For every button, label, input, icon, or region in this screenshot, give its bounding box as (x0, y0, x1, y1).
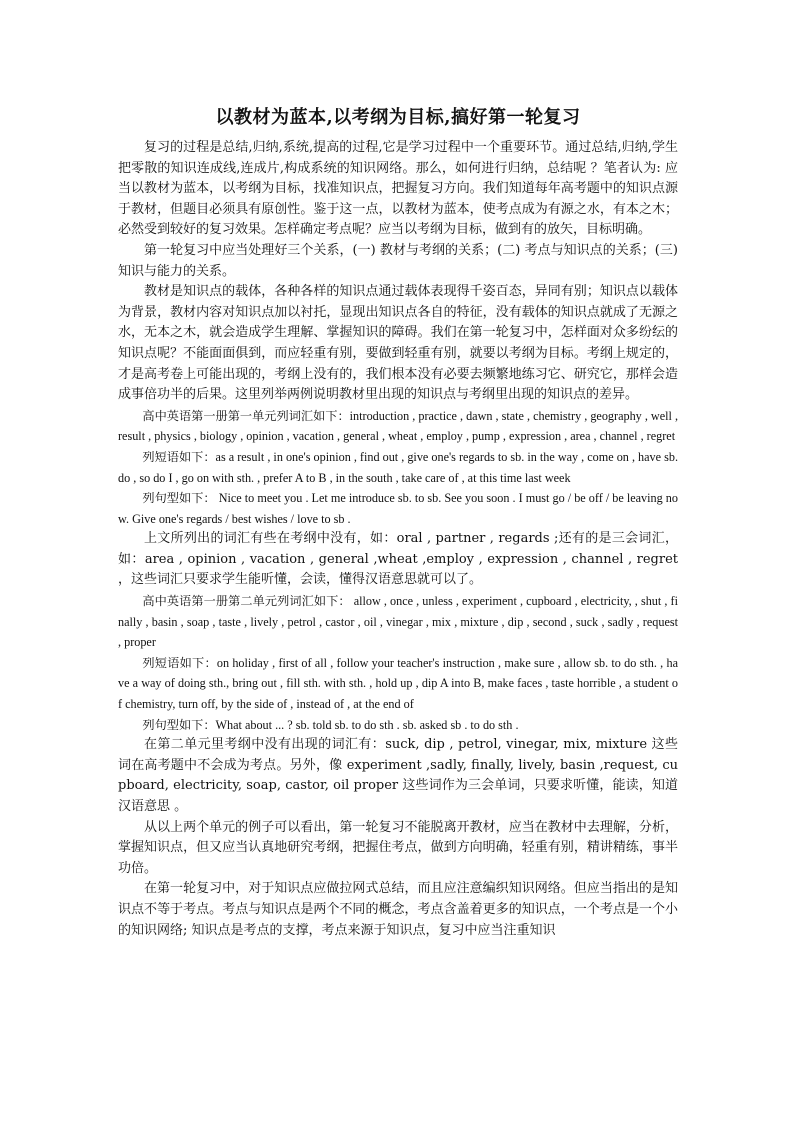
paragraph-unit2-sentences: 列句型如下：What about ... ? sb. told sb. to do sth . sb. asked sb . to do sth . (142, 717, 519, 732)
paragraph-unit2-phrases: 列短语如下：on holiday , first of all , follow your teacher's instruction , make sure , allow sb. to do sth. , have a way of doing sth., bring out , fill sth. with sth. , hold up , dip A into B, make faces , taste horrible , a student of chemistry, turn off, by the side of , instead of , at the end of (118, 655, 678, 712)
paragraph-unit2-vocabulary: 高中英语第一册第二单元列词汇如下： allow , once , unless , experiment , cupboard , electricity, , shut , finally , basin , soap , taste , lively , petrol , castor , oil , vinegar , mix , mixture , dip , second , suck , sadly , request , proper (118, 594, 678, 650)
paragraph-unit1-phrases: 列短语如下：as a result , in one's opinion , find out , give one's regards to sb. in the way , come on , have sb. do , so do I , go on with sth. , prefer A to B , in the south , take care of , at this time last week (118, 449, 678, 485)
paragraph-unit1-sentences: 列句型如下： Nice to meet you . Let me introduce sb. to sb. See you soon . I must go / be off / be leaving now. Give one's regards / best wishes / love to sb . (118, 491, 678, 526)
paragraph-three-relations: 第一轮复习中应当处理好三个关系，(一) 教材与考纲的关系；(二) 考点与知识点的关系；(三) 知识与能力的关系。 (118, 242, 678, 279)
document-title: 以教材为蓝本,以考纲为目标,搞好第一轮复习 (215, 107, 581, 128)
paragraph-intro: 复习的过程是总结,归纳,系统,提高的过程,它是学习过程中一个重要环节。通过总结,归纳,学生把零散的知识连成线,连成片,构成系统的知识网络。那么，如何进行归纳，总结呢 ？笔者认为: 应当以教材为蓝本，以考纲为目标，找准知识点，把握复习方向。我们知道每年高考题中的知识点源于教材，但题目必须具有原创性。鉴于这一点，以教材为蓝本，使考点成为有源之水，有本之木；必然受到较好的复习效果。怎样确定考点呢？应当以考纲为目标，做到有的放矢，目标明确。 (118, 140, 678, 238)
paragraph-unit2-analysis: 在第二单元里考纲中没有出现的词汇有：suck, dip , petrol, vinegar, mix, mixture 这些词在高考题中不会成为考点。另外，像 experiment ,sadly, finally, lively, basin ,request, cupboard, electricity, soap, castor, oil proper 这些词作为三会单词，只要求听懂，能读，知道汉语意思 。 (118, 737, 678, 814)
paragraph-conclusion: 从以上两个单元的例子可以看出，第一轮复习不能脱离开教材，应当在教材中去理解，分析，掌握知识点，但又应当认真地研究考纲，把握住考点，做到方向明确，轻重有别，精讲精练，事半功倍。 (118, 819, 678, 876)
paragraph-unit1-vocabulary: 高中英语第一册第一单元列词汇如下：introduction , practice , dawn , state , chemistry , geography , well , result , physics , biology , opinion , vacation , general , wheat , employ , pump , expression , area , channel , regret (118, 408, 678, 444)
paragraph-knowledge-network: 在第一轮复习中，对于知识点应做拉网式总结，而且应注意编织知识网络。但应当指出的是知识点不等于考点。考点与知识点是两个不同的概念，考点含盖着更多的知识点，一个考点是一个小的知识网络; 知识点是考点的支撑，考点来源于知识点，复习中应当注重知识 (118, 881, 678, 938)
paragraph-textbook-carrier: 教材是知识点的载体，各种各样的知识点通过载体表现得千姿百态，异同有别；知识点以载体为背景，教材内容对知识点加以衬托，显现出知识点各自的特征，没有载体的知识点就成了无源之水，无本之木，就会造成学生理解、掌握知识的障碍。我们在第一轮复习中，怎样面对众多纷纭的知识点呢？不能面面俱到，而应轻重有别，要做到轻重有别，就要以考纲为目标。考纲上规定的，才是高考卷上可能出现的，考纲上没有的，我们根本没有必要去频繁地练习它、研究它，那样会造成事倍功半的后果。这里列举两例说明教材里出现的知识点与考纲里出现的知识点的差异。 (118, 284, 678, 403)
document-page (118, 104, 678, 941)
paragraph-unit1-analysis: 上文所列出的词汇有些在考纲中没有，如：oral , partner , regards ;还有的是三会词汇，如：area , opinion , vacation , general ,wheat ,employ , expression , channel , regret ，这些词汇只要求学生能听懂，会读，懂得汉语意思就可以了。 (118, 531, 678, 588)
